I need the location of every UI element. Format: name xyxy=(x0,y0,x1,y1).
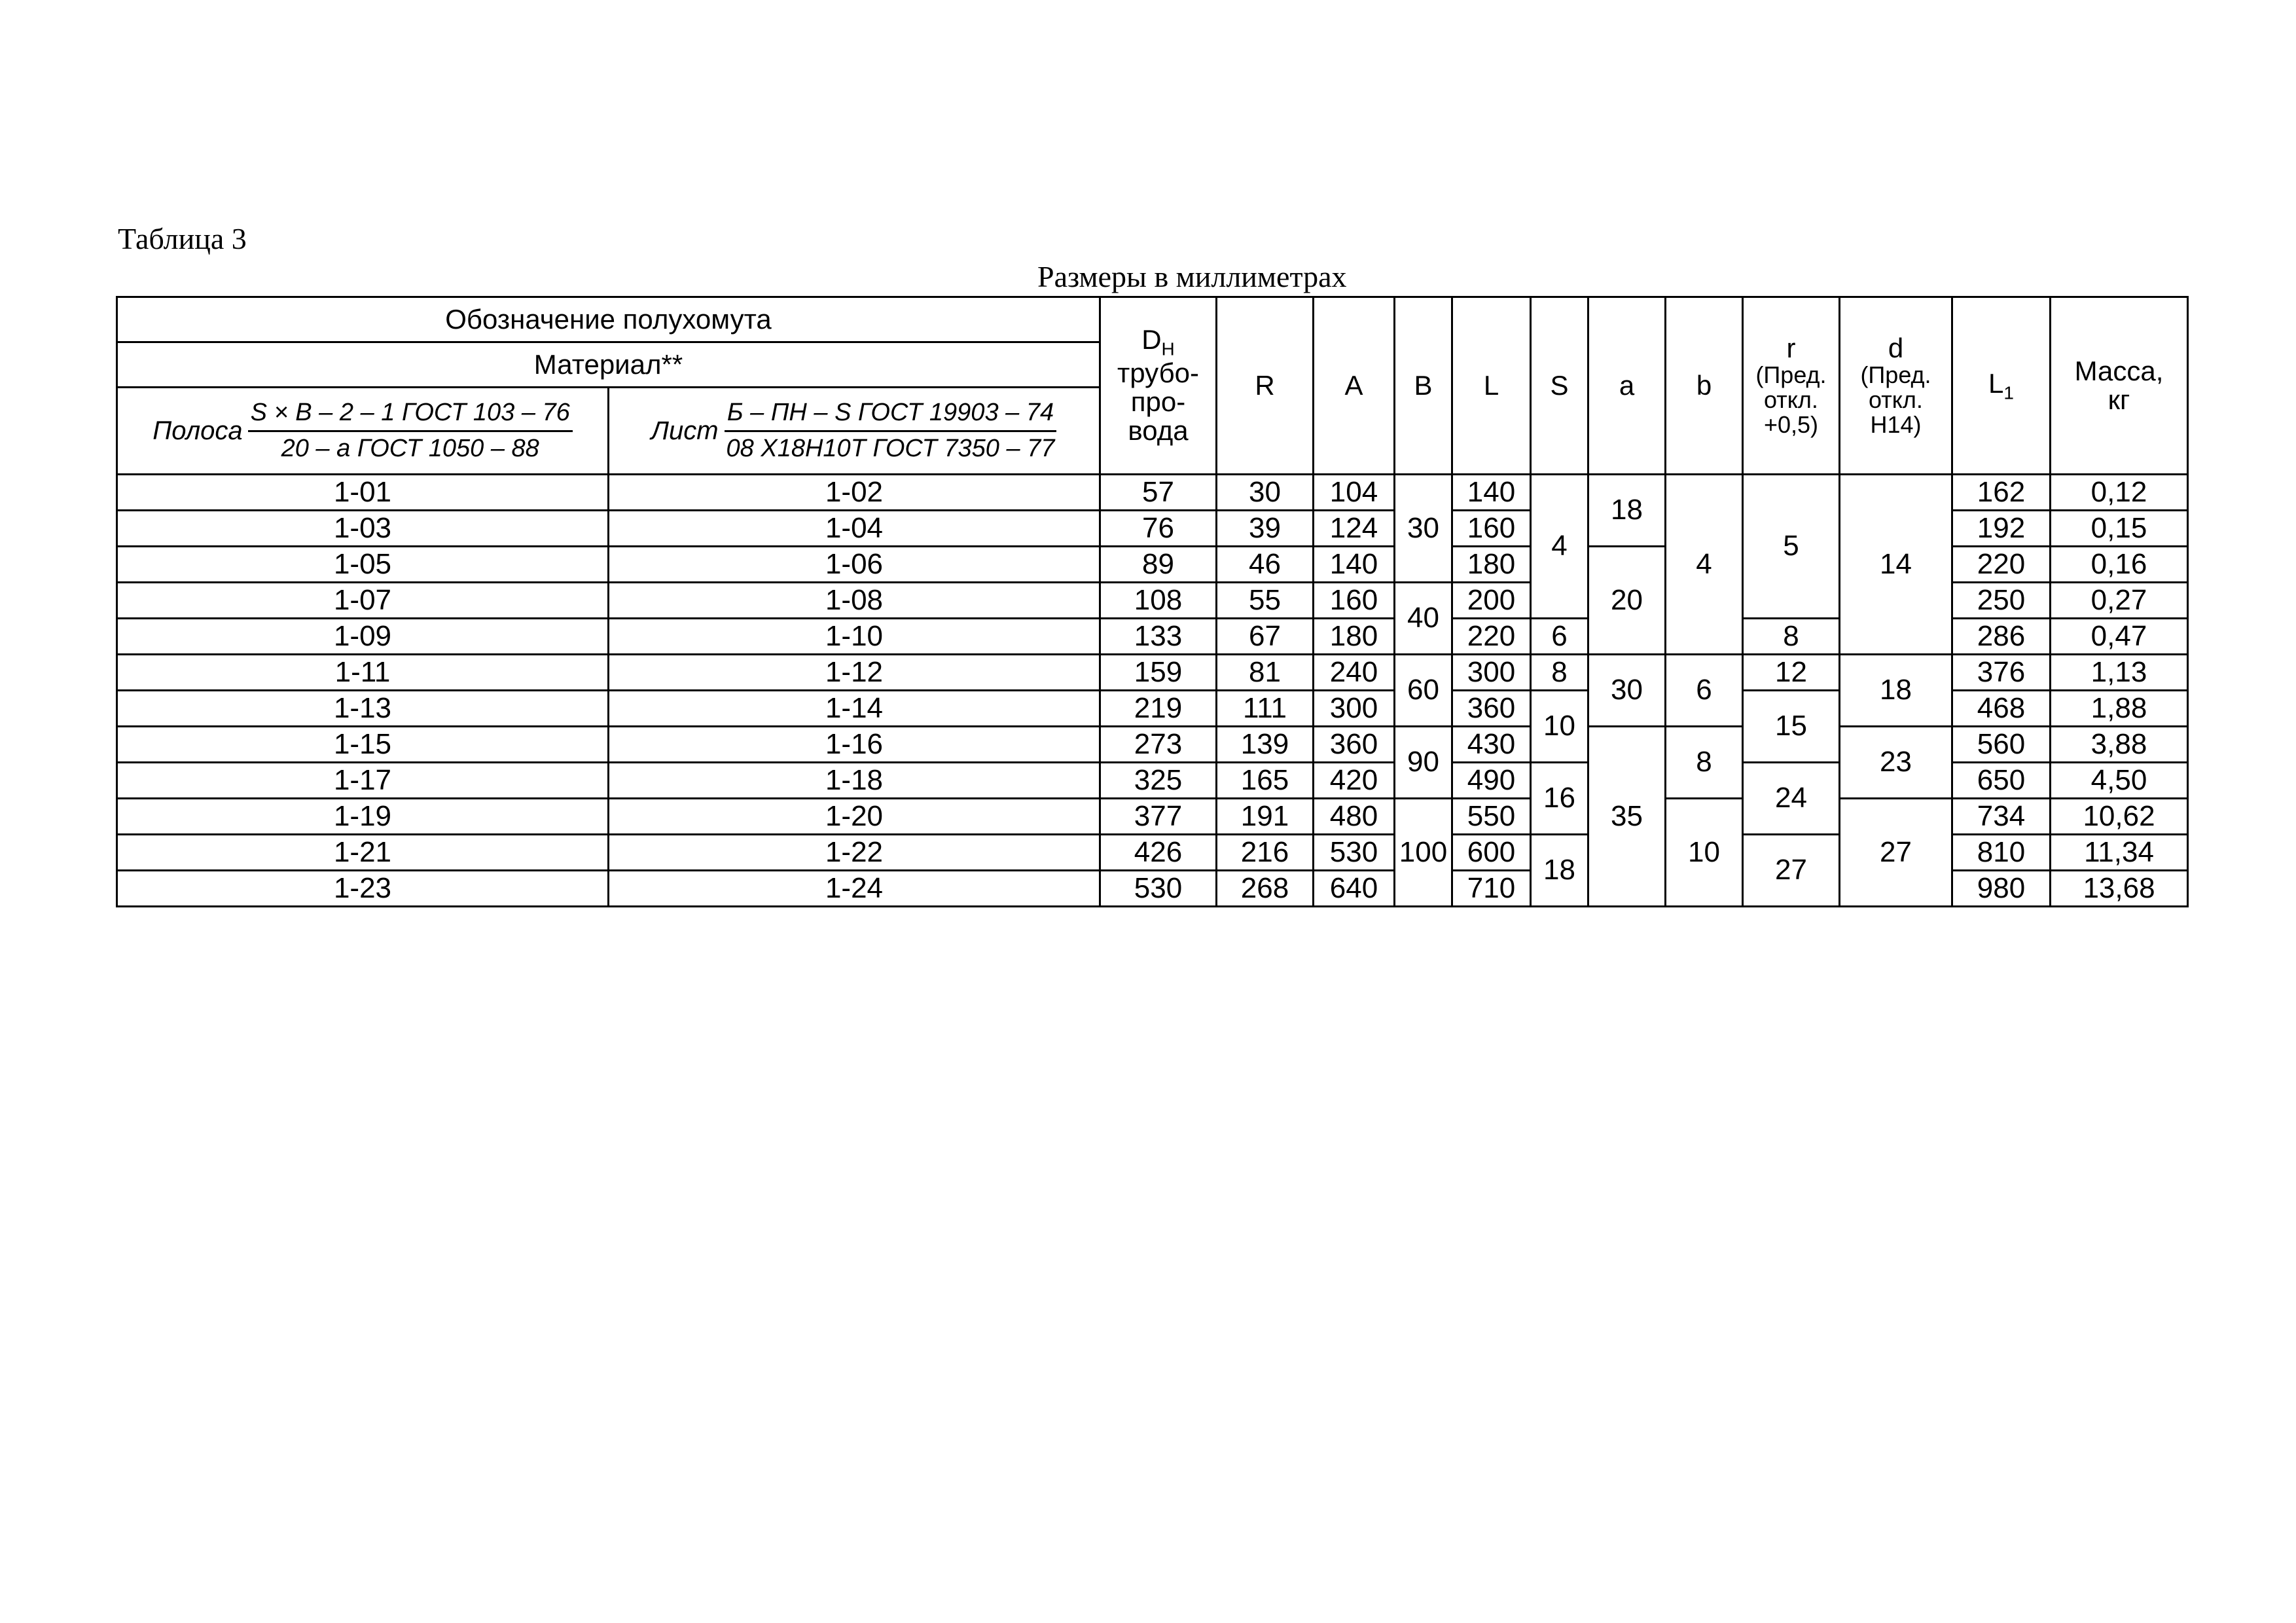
a-value: 640 xyxy=(1314,871,1395,907)
l-value: 490 xyxy=(1452,763,1531,799)
l-value: 220 xyxy=(1452,619,1531,655)
a-lower-header: a xyxy=(1588,297,1666,475)
b-upper-value: 90 xyxy=(1395,727,1452,799)
a-lower-value: 18 xyxy=(1588,475,1666,547)
sheet-designation: 1-02 xyxy=(609,475,1100,511)
mass-value: 0,16 xyxy=(2051,547,2188,583)
l-value: 550 xyxy=(1452,799,1531,835)
mass-value: 0,27 xyxy=(2051,583,2188,619)
table-row xyxy=(117,727,2188,763)
r-value: 39 xyxy=(1217,511,1314,547)
designation-header: Обозначение полухомута xyxy=(117,297,1100,342)
b-lower-value: 4 xyxy=(1666,475,1743,655)
strip-designation: 1-07 xyxy=(117,583,609,619)
a-value: 104 xyxy=(1314,475,1395,511)
l-header: L xyxy=(1452,297,1531,475)
sheet-designation: 1-18 xyxy=(609,763,1100,799)
d-header: d (Пред. откл. Н14) xyxy=(1840,297,1952,475)
b-upper-header: B xyxy=(1395,297,1452,475)
b-lower-value: 6 xyxy=(1666,655,1743,727)
units-note: Размеры в миллиметрах xyxy=(1037,260,1347,293)
b-lower-value: 10 xyxy=(1666,799,1743,907)
b-lower-header: b xyxy=(1666,297,1743,475)
strip-designation: 1-17 xyxy=(117,763,609,799)
b-lower-value: 8 xyxy=(1666,727,1743,799)
dn-value: 530 xyxy=(1100,871,1217,907)
strip-designation: 1-01 xyxy=(117,475,609,511)
l1-value: 468 xyxy=(1952,691,2051,727)
l1-value: 376 xyxy=(1952,655,2051,691)
a-value: 124 xyxy=(1314,511,1395,547)
b-upper-value: 60 xyxy=(1395,655,1452,727)
sheet-designation: 1-24 xyxy=(609,871,1100,907)
r-value: 46 xyxy=(1217,547,1314,583)
s-value: 6 xyxy=(1531,619,1588,655)
s-value: 4 xyxy=(1531,475,1588,619)
strip-material-header: Полоса $\frac{\text{S × B – 2 – 1 ГОСТ 103 – 76}}{\text{20 – а ГОСТ 1050 – 88}}$ xyxy=(117,388,609,475)
sheet-designation: 1-04 xyxy=(609,511,1100,547)
s-value: 10 xyxy=(1531,691,1588,763)
mass-value: 4,50 xyxy=(2051,763,2188,799)
mass-value: 1,88 xyxy=(2051,691,2188,727)
r-lower-value: 8 xyxy=(1743,619,1840,655)
table-caption: Таблица 3 xyxy=(118,222,247,255)
l-value: 360 xyxy=(1452,691,1531,727)
a-value: 140 xyxy=(1314,547,1395,583)
a-value: 300 xyxy=(1314,691,1395,727)
strip-designation: 1-13 xyxy=(117,691,609,727)
r-value: 55 xyxy=(1217,583,1314,619)
l1-value: 250 xyxy=(1952,583,2051,619)
dn-value: 219 xyxy=(1100,691,1217,727)
strip-designation: 1-05 xyxy=(117,547,609,583)
a-lower-value: 20 xyxy=(1588,547,1666,655)
a-value: 530 xyxy=(1314,835,1395,871)
sheet-designation: 1-14 xyxy=(609,691,1100,727)
l-value: 600 xyxy=(1452,835,1531,871)
r-lower-value: 24 xyxy=(1743,763,1840,835)
strip-designation: 1-11 xyxy=(117,655,609,691)
a-value: 180 xyxy=(1314,619,1395,655)
table-row xyxy=(117,655,2188,691)
l1-header: $L_1$ xyxy=(1952,297,2051,475)
d-value: 23 xyxy=(1840,727,1952,799)
sheet-designation: 1-16 xyxy=(609,727,1100,763)
sheet-designation: 1-12 xyxy=(609,655,1100,691)
r-radius-header: R xyxy=(1217,297,1314,475)
strip-designation: 1-21 xyxy=(117,835,609,871)
d-value: 27 xyxy=(1840,799,1952,907)
mass-value: 3,88 xyxy=(2051,727,2188,763)
sheet-designation: 1-20 xyxy=(609,799,1100,835)
s-value: 8 xyxy=(1531,655,1588,691)
b-upper-value: 100 xyxy=(1395,799,1452,907)
r-lower-value: 15 xyxy=(1743,691,1840,763)
l-value: 180 xyxy=(1452,547,1531,583)
strip-designation: 1-23 xyxy=(117,871,609,907)
l1-value: 810 xyxy=(1952,835,2051,871)
r-lower-header: r (Пред. откл. +0,5) xyxy=(1743,297,1840,475)
table-row xyxy=(117,475,2188,511)
d-value: 14 xyxy=(1840,475,1952,655)
dn-value: 377 xyxy=(1100,799,1217,835)
l1-value: 220 xyxy=(1952,547,2051,583)
b-upper-value: 30 xyxy=(1395,475,1452,583)
r-value: 139 xyxy=(1217,727,1314,763)
a-value: 240 xyxy=(1314,655,1395,691)
r-value: 216 xyxy=(1217,835,1314,871)
r-value: 30 xyxy=(1217,475,1314,511)
sheet-designation: 1-10 xyxy=(609,619,1100,655)
a-value: 420 xyxy=(1314,763,1395,799)
a-value: 480 xyxy=(1314,799,1395,835)
dn-value: 133 xyxy=(1100,619,1217,655)
l-value: 710 xyxy=(1452,871,1531,907)
r-value: 268 xyxy=(1217,871,1314,907)
r-value: 111 xyxy=(1217,691,1314,727)
mass-value: 0,15 xyxy=(2051,511,2188,547)
mass-value: 11,34 xyxy=(2051,835,2188,871)
a-value: 360 xyxy=(1314,727,1395,763)
r-value: 67 xyxy=(1217,619,1314,655)
strip-designation: 1-19 xyxy=(117,799,609,835)
dn-value: 159 xyxy=(1100,655,1217,691)
mass-value: 0,12 xyxy=(2051,475,2188,511)
b-upper-value: 40 xyxy=(1395,583,1452,655)
sheet-material-header: Лист $\frac{\text{Б – ПН – S ГОСТ 19903 – 74}}{\text{08 Х18Н10Т ГОСТ 7350 – 77}}$ xyxy=(609,388,1100,475)
l1-value: 734 xyxy=(1952,799,2051,835)
r-value: 165 xyxy=(1217,763,1314,799)
material-header: Материал** xyxy=(117,342,1100,388)
table-row xyxy=(117,799,2188,835)
a-value: 160 xyxy=(1314,583,1395,619)
r-value: 191 xyxy=(1217,799,1314,835)
dn-value: 89 xyxy=(1100,547,1217,583)
strip-designation: 1-09 xyxy=(117,619,609,655)
r-lower-value: 27 xyxy=(1743,835,1840,907)
l-value: 430 xyxy=(1452,727,1531,763)
dn-value: 108 xyxy=(1100,583,1217,619)
r-value: 81 xyxy=(1217,655,1314,691)
mass-header: Масса, кг xyxy=(2051,297,2188,475)
l1-value: 192 xyxy=(1952,511,2051,547)
dn-value: 325 xyxy=(1100,763,1217,799)
strip-designation: 1-15 xyxy=(117,727,609,763)
l1-value: 560 xyxy=(1952,727,2051,763)
a-upper-header: A xyxy=(1314,297,1395,475)
a-lower-value: 35 xyxy=(1588,727,1666,907)
r-lower-value: 12 xyxy=(1743,655,1840,691)
dn-value: 76 xyxy=(1100,511,1217,547)
dn-value: 57 xyxy=(1100,475,1217,511)
s-header: S xyxy=(1531,297,1588,475)
l-value: 140 xyxy=(1452,475,1531,511)
l1-value: 286 xyxy=(1952,619,2051,655)
strip-designation: 1-03 xyxy=(117,511,609,547)
sheet-designation: 1-22 xyxy=(609,835,1100,871)
l-value: 160 xyxy=(1452,511,1531,547)
mass-value: 0,47 xyxy=(2051,619,2188,655)
l-value: 200 xyxy=(1452,583,1531,619)
dn-header: $D_Н$ трубо- про- вода xyxy=(1100,297,1217,475)
s-value: 16 xyxy=(1531,763,1588,835)
l1-value: 650 xyxy=(1952,763,2051,799)
sheet-designation: 1-06 xyxy=(609,547,1100,583)
sheet-designation: 1-08 xyxy=(609,583,1100,619)
r-lower-value: 5 xyxy=(1743,475,1840,619)
mass-value: 1,13 xyxy=(2051,655,2188,691)
l1-value: 162 xyxy=(1952,475,2051,511)
d-value: 18 xyxy=(1840,655,1952,727)
l1-value: 980 xyxy=(1952,871,2051,907)
mass-value: 10,62 xyxy=(2051,799,2188,835)
dimensions-table xyxy=(116,296,2189,907)
dn-value: 426 xyxy=(1100,835,1217,871)
dn-value: 273 xyxy=(1100,727,1217,763)
l-value: 300 xyxy=(1452,655,1531,691)
mass-value: 13,68 xyxy=(2051,871,2188,907)
a-lower-value: 30 xyxy=(1588,655,1666,727)
s-value: 18 xyxy=(1531,835,1588,907)
